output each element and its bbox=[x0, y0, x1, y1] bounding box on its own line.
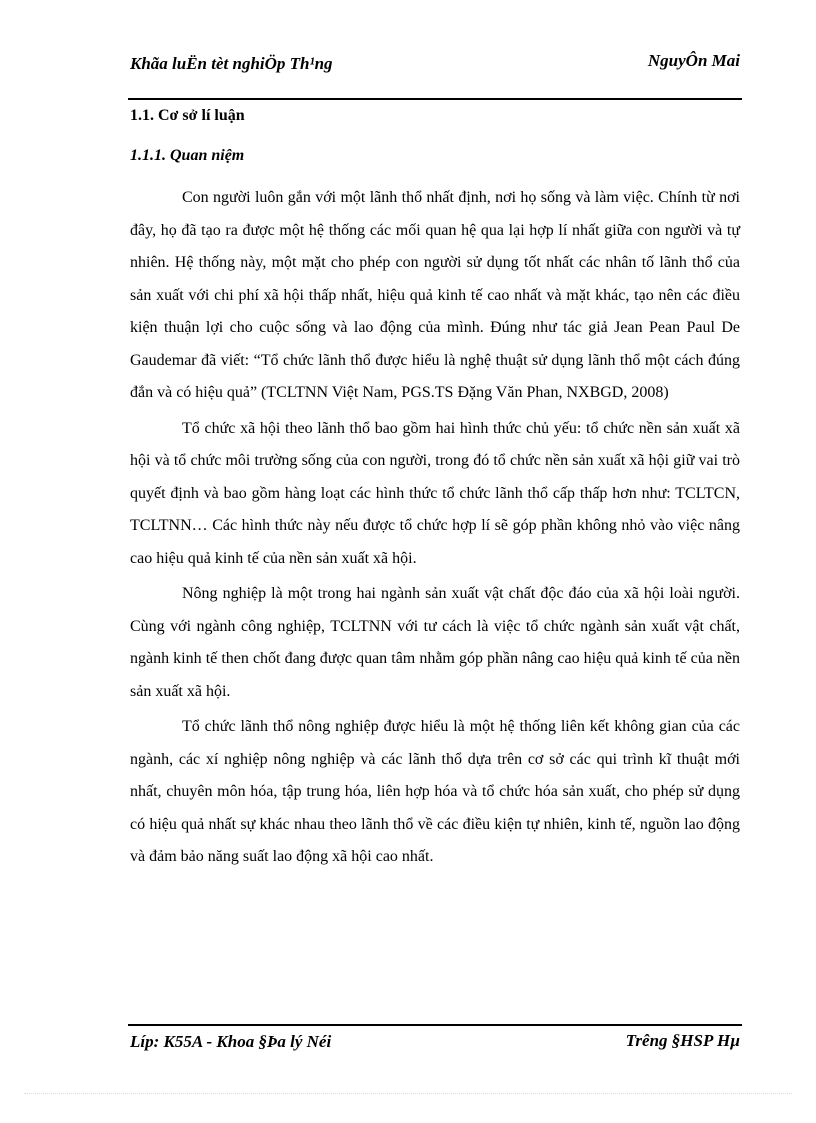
header-rule bbox=[128, 98, 742, 100]
header-right-text: NguyÔn Mai bbox=[647, 51, 740, 70]
body-paragraph: Tổ chức xã hội theo lãnh thổ bao gồm hai hình thức chủ yếu: tổ chức nền sản xuất xã hội và tổ chức môi trường sống của con người, trong đó tổ chức nền sản xuất xã hội giữ vai trò quyết định và bao gồm hàng loạt các hình thức tổ chức lãnh thổ cấp thấp hơn như: TCLTCN, TCLTNN… Các hình thức này nếu được tổ chức hợp lí sẽ góp phần không nhỏ vào việc nâng cao hiệu quả kinh tế của nền sản xuất xã hội. bbox=[130, 419, 740, 567]
document-body bbox=[130, 182, 740, 877]
header-left-text: Khãa luËn tèt nghiÖp Th¹ng bbox=[130, 54, 333, 73]
body-paragraph: Con người luôn gắn với một lãnh thổ nhất định, nơi họ sống và làm việc. Chính từ nơi đây, họ đã tạo ra được một hệ thống các mối quan hệ qua lại hợp lí nhất giữa con người và tự nhiên. Hệ thống này, một mặt cho phép con người sử dụng tốt nhất các nhân tố lãnh thổ của sản xuất với chi phí xã hội thấp nhất, hiệu quả kinh tế cao nhất và mặt khác, tạo nên các điều kiện thuận lợi cho cuộc sống và lao động của mình. Đúng như tác giả Jean Pean Paul De Gaudemar đã viết: “Tổ chức lãnh thổ được hiểu là nghệ thuật sử dụng lãnh thổ một cách đúng đắn và có hiệu quả” (TCLTNN Việt Nam, PGS.TS Đặng Văn Phan, NXBGD, 2008) bbox=[130, 189, 740, 401]
footer-right-text: Trêng §HSP Hµ bbox=[625, 1031, 740, 1050]
body-paragraph: Nông nghiệp là một trong hai ngành sản xuất vật chất độc đáo của xã hội loài người. Cùng với ngành công nghiệp, TCLTNN với tư cách là việc tổ chức ngành sản xuất vật chất, ngành kinh tế then chốt đang được quan tâm nhằm góp phần nâng cao hiệu quả kinh tế của nền sản xuất xã hội. bbox=[130, 585, 740, 700]
section-title: 1.1. Cơ sở lí luận bbox=[130, 107, 245, 124]
footer-rule bbox=[128, 1024, 742, 1026]
body-paragraph: Tổ chức lãnh thổ nông nghiệp được hiểu là một hệ thống liên kết không gian của các ngành, các xí nghiệp nông nghiệp và các lãnh thổ dựa trên cơ sở các qui trình kĩ thuật mới nhất, chuyên môn hóa, tập trung hóa, liên hợp hóa và tổ chức hóa sản xuất, cho phép sử dụng có hiệu quả nhất sự khác nhau theo lãnh thổ về các điều kiện tự nhiên, kinh tế, nguồn lao động và đảm bảo năng suất lao động xã hội cao nhất. bbox=[130, 718, 740, 865]
page-edge-divider bbox=[24, 1093, 792, 1094]
subsection-title: 1.1.1. Quan niệm bbox=[130, 147, 245, 164]
footer-left-text: Líp: K55A - Khoa §Þa lý Néi bbox=[130, 1032, 332, 1051]
